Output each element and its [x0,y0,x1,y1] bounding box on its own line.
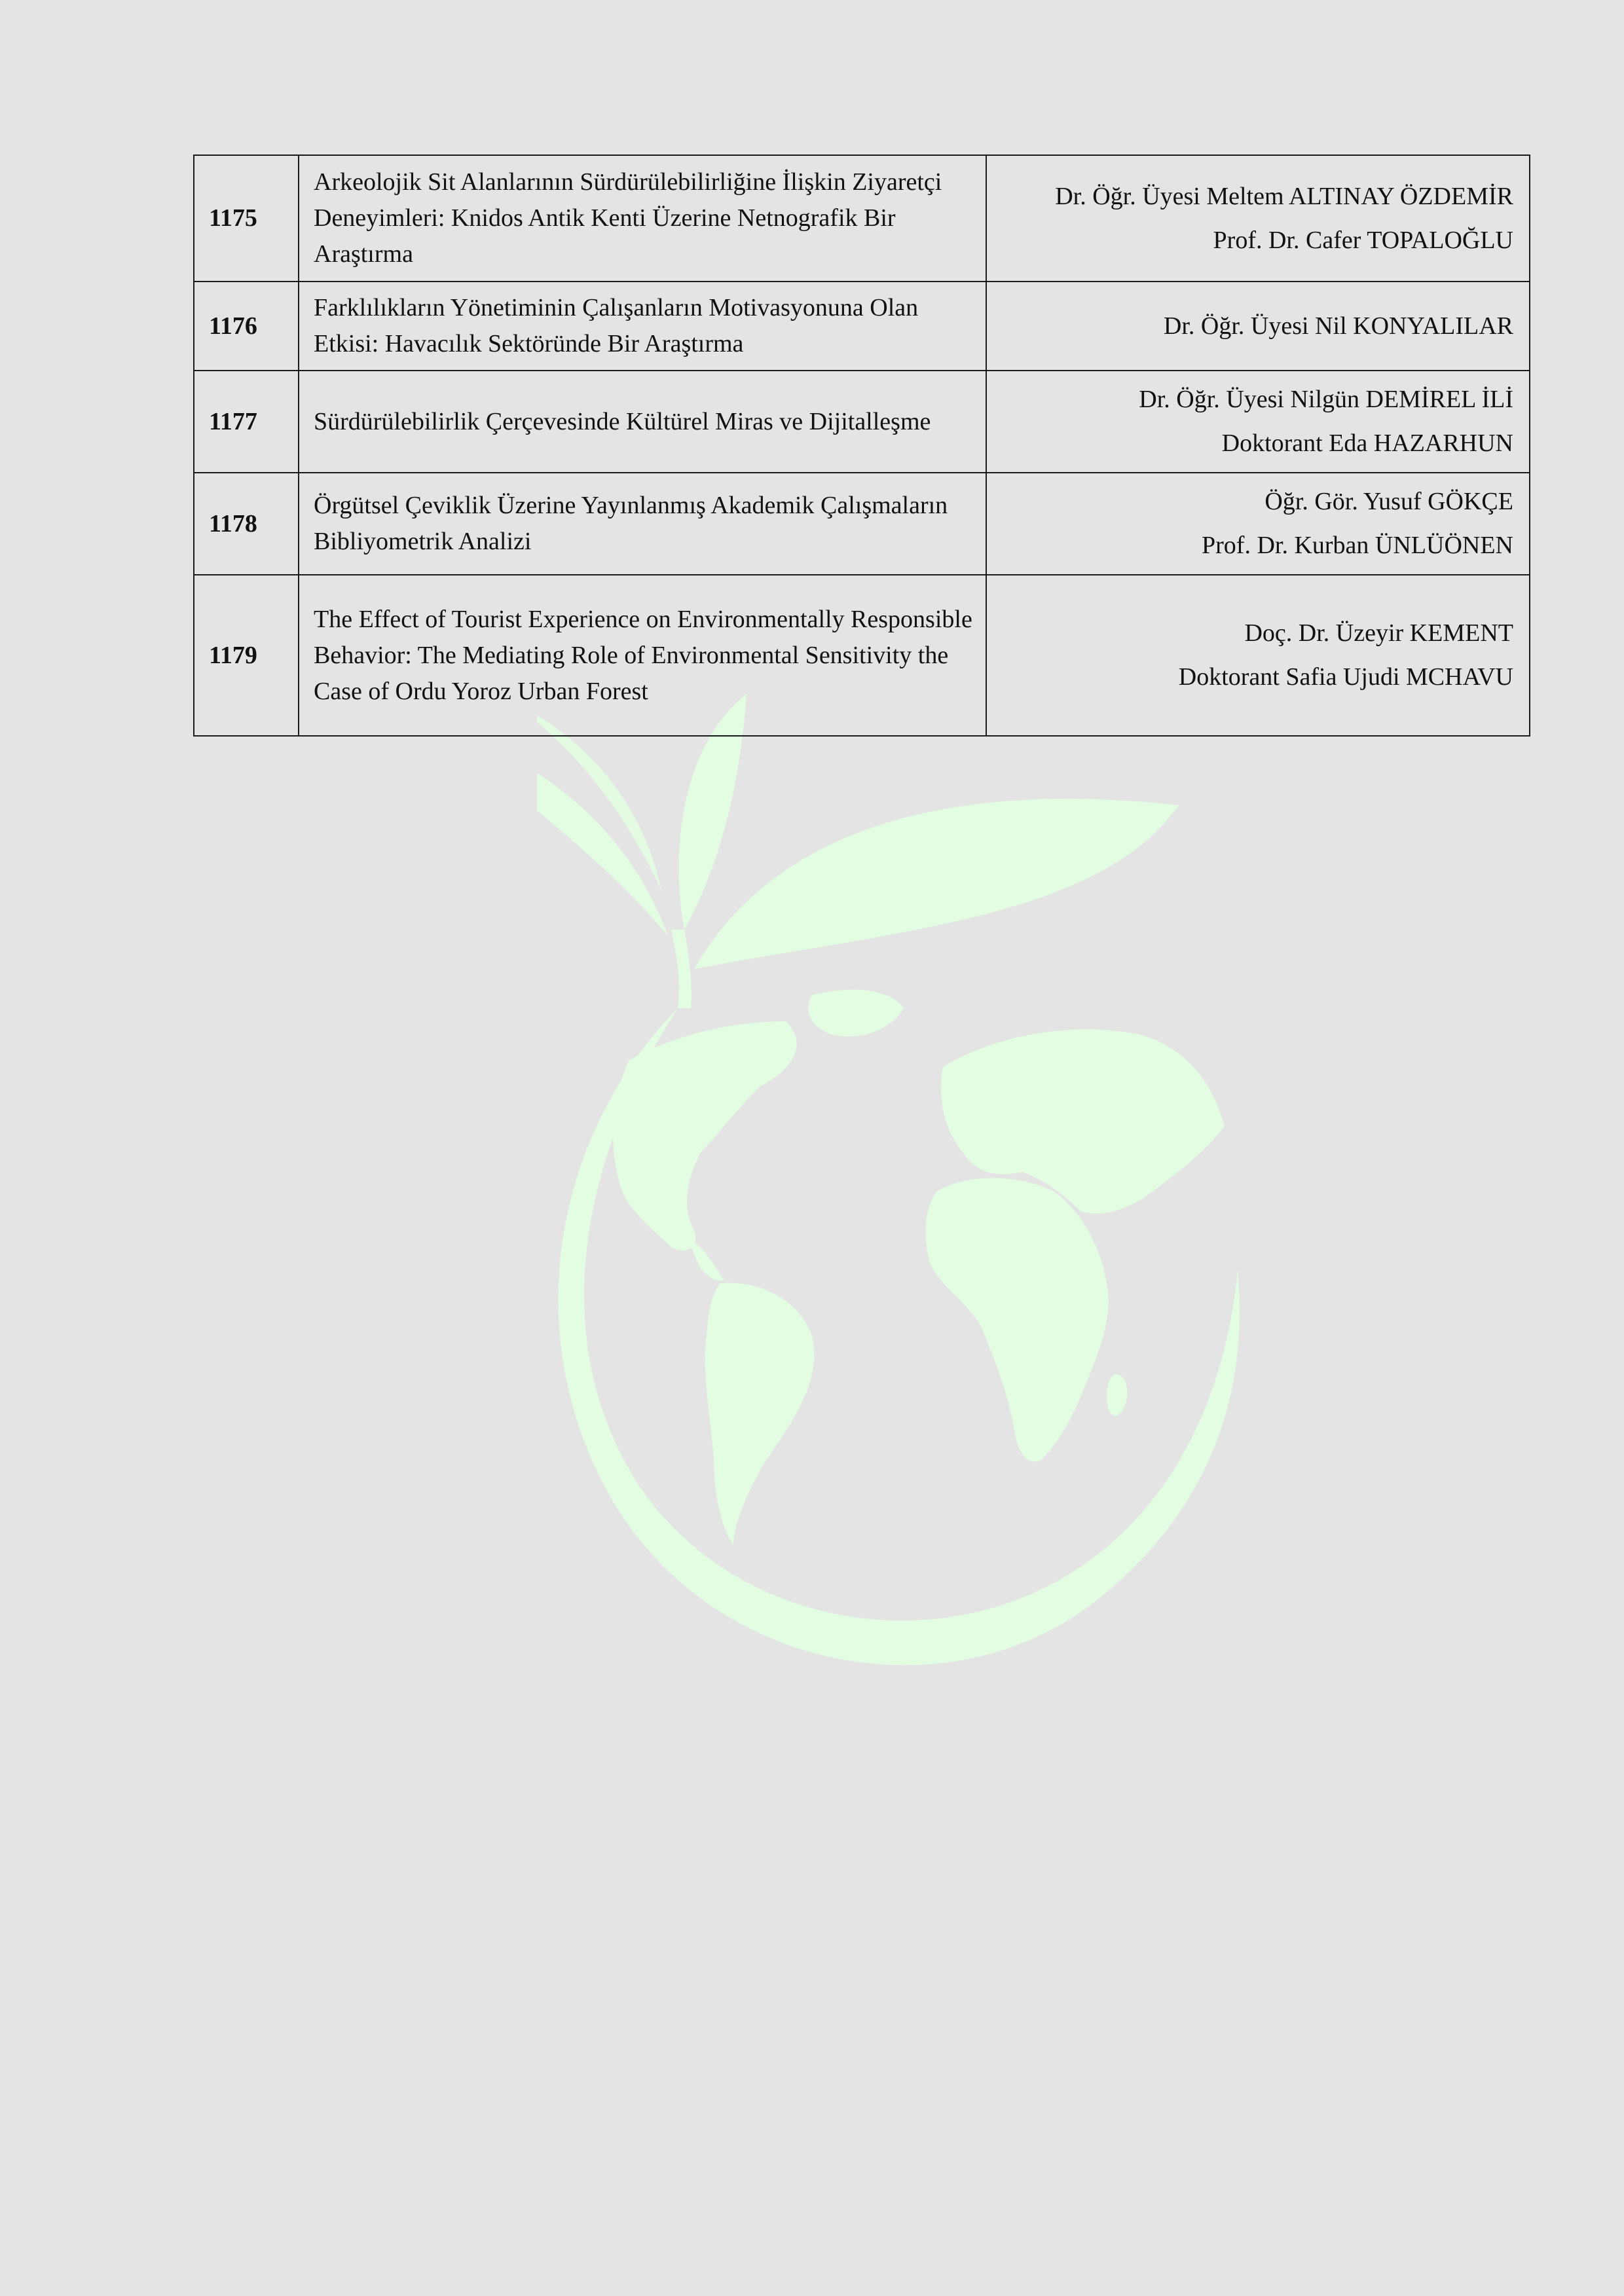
paper-id: 1178 [194,473,299,575]
paper-title: The Effect of Tourist Experience on Environmentally Responsible Behavior: The Mediating Role of Environmental Sensitivity the Case of Ordu Yoroz Urban Forest [299,575,986,736]
author-name: Öğr. Gör. Yusuf GÖKÇE [1264,488,1513,515]
paper-authors [986,282,1530,371]
paper-id: 1179 [194,575,299,736]
paper-authors [986,473,1530,575]
author-name: Doç. Dr. Üzeyir KEMENT [1244,619,1513,647]
author-name: Dr. Öğr. Üyesi Meltem ALTINAY ÖZDEMİR [1055,182,1513,210]
paper-id: 1175 [194,155,299,282]
paper-title: Örgütsel Çeviklik Üzerine Yayınlanmış Akademik Çalışmaların Bibliyometrik Analizi [299,473,986,575]
paper-authors [986,155,1530,282]
globe-with-leaves-icon [537,655,1323,1702]
paper-id: 1176 [194,282,299,371]
table-row [194,473,1530,575]
author-name: Doktorant Eda HAZARHUN [1221,429,1513,457]
table-row [194,155,1530,282]
author-name: Prof. Dr. Kurban ÜNLÜÖNEN [1202,532,1513,559]
author-name: Dr. Öğr. Üyesi Nil KONYALILAR [1163,312,1513,340]
author-name: Dr. Öğr. Üyesi Nilgün DEMİREL İLİ [1139,386,1513,413]
author-name: Prof. Dr. Cafer TOPALOĞLU [1213,226,1513,254]
paper-title: Sürdürülebilirlik Çerçevesinde Kültürel Miras ve Dijitalleşme [299,371,986,473]
table-row [194,371,1530,473]
paper-title: Farklılıkların Yönetiminin Çalışanların Motivasyonuna Olan Etkisi: Havacılık Sektöründe Bir Araştırma [299,282,986,371]
paper-authors [986,575,1530,736]
paper-id: 1177 [194,371,299,473]
table-row [194,575,1530,736]
paper-authors [986,371,1530,473]
author-name: Doktorant Safia Ujudi MCHAVU [1178,663,1513,691]
paper-title: Arkeolojik Sit Alanlarının Sürdürülebilirliğine İlişkin Ziyaretçi Deneyimleri: Knidos Antik Kenti Üzerine Netnografik Bir Araştırma [299,155,986,282]
presentation-table [193,155,1530,737]
table-row [194,282,1530,371]
